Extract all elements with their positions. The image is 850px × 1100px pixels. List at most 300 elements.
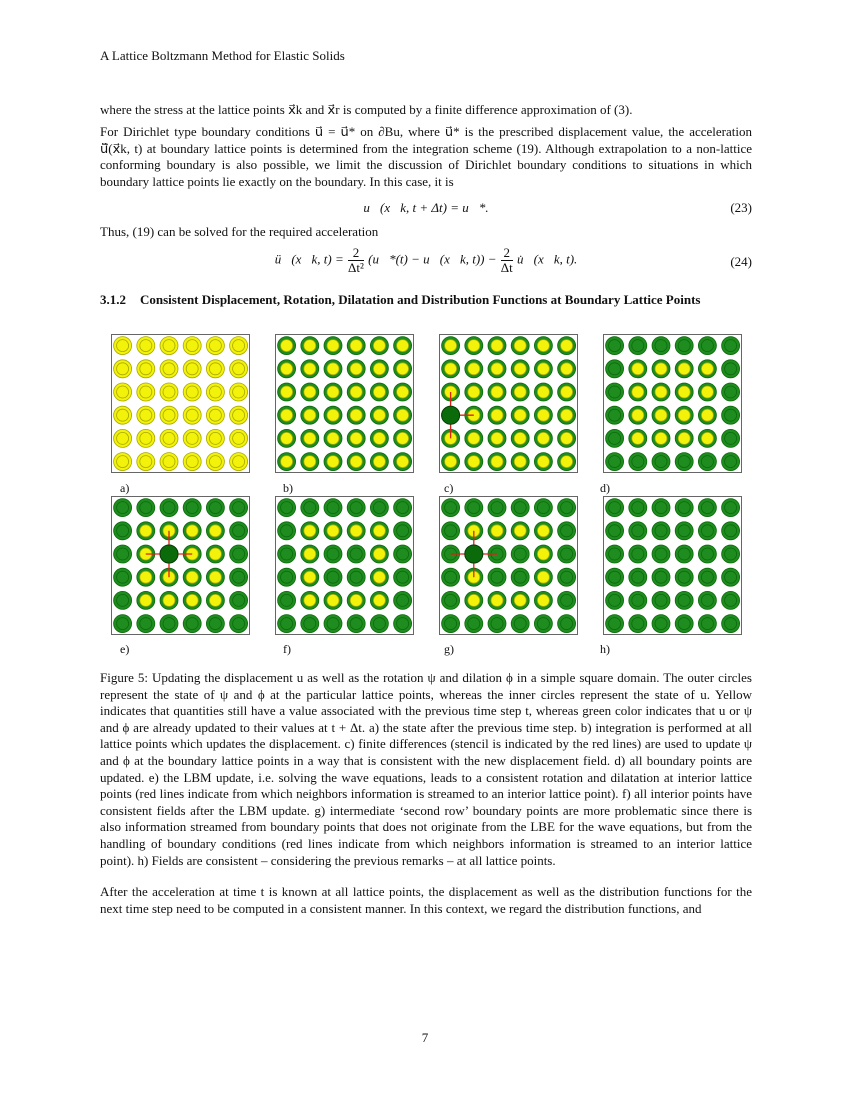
lattice-point-inner	[281, 618, 293, 630]
lattice-point-inner	[209, 432, 221, 444]
lattice-point-inner	[397, 571, 409, 583]
lattice-point-inner	[350, 386, 362, 398]
lattice-point-inner	[701, 386, 713, 398]
lattice-point-inner	[233, 363, 245, 375]
lattice-point-inner	[678, 340, 690, 352]
panel-e	[111, 496, 250, 635]
lattice-point-inner	[233, 548, 245, 560]
lattice-point-inner	[233, 594, 245, 606]
lattice-point-inner	[678, 409, 690, 421]
equation-24-fraction-1	[348, 246, 364, 275]
lattice-point-inner	[491, 456, 503, 468]
lattice-point-inner	[117, 502, 129, 514]
lattice-point-inner	[491, 525, 503, 537]
lattice-point-inner	[537, 409, 549, 421]
lattice-point-inner	[209, 386, 221, 398]
lattice-point-inner	[304, 525, 316, 537]
panel-frame	[440, 497, 578, 635]
lattice-point-inner	[561, 409, 573, 421]
lattice-point-inner	[350, 594, 362, 606]
lattice-point-inner	[725, 525, 737, 537]
lattice-point-inner	[163, 409, 175, 421]
lattice-point-inner	[117, 340, 129, 352]
panel-g	[439, 496, 578, 635]
figure-caption: Figure 5: Updating the displacement u as well as the rotation ψ and dilation ϕ in a simple square domain. The outer circles represent the state of ψ and ϕ at the particular lattice points, whereas the inner circles represent the state of u. Yellow indicates that quantities still have a value associated with the previous time step t, whereas green color indicates that u or ψ and ϕ are already updated to their values at t + Δt. a) the state after the previous time step. b) integration is performed at all lattice points which updates the displacement. c) finite differences (stencil is indicated by the red lines) are used to update ψ and ϕ at the boundary lattice points in a way that is consistent with the new displacement field. d) all boundary points are updated. e) the LBM update, i.e. solving the wave equations, leads to a consistent rotation and dilatation at interior lattice points (red lines indicate from which neighbors information is streamed to an interior lattice point). f) all interior points have consistent fields after the LBM update. g) intermediate ‘second row’ boundary points are more problematic since there is also information streamed from boundary points that does not originate from the LBE for the wave equations, but from the handling of boundary conditions (red lines indicate from which neighbors information is streamed to an interior lattice point). h) Fields are consistent – considering the previous remarks – at all lattice points.	[100, 670, 752, 868]
lattice-point-inner	[632, 594, 644, 606]
lattice-point-inner	[140, 456, 152, 468]
lattice-point-inner	[140, 618, 152, 630]
equation-24	[100, 246, 752, 282]
lattice-point-inner	[327, 363, 339, 375]
lattice-point-inner	[350, 456, 362, 468]
lattice-point-inner	[725, 432, 737, 444]
lattice-point-inner	[701, 618, 713, 630]
lattice-point-inner	[491, 340, 503, 352]
lattice-point-inner	[514, 594, 526, 606]
lattice-point-inner	[373, 363, 385, 375]
lattice-point-inner	[117, 432, 129, 444]
lattice-point-inner	[725, 386, 737, 398]
lattice-point-inner	[304, 456, 316, 468]
lattice-point-inner	[445, 571, 457, 583]
lattice-point-inner	[327, 432, 339, 444]
lattice-point-inner	[186, 571, 198, 583]
lattice-point-inner	[655, 340, 667, 352]
lattice-point-inner	[397, 594, 409, 606]
lattice-point-inner	[725, 571, 737, 583]
lattice-point-inner	[632, 571, 644, 583]
lattice-point-inner	[514, 363, 526, 375]
lattice-point-inner	[350, 432, 362, 444]
lattice-point-inner	[701, 502, 713, 514]
lattice-point-inner	[537, 525, 549, 537]
lattice-point-inner	[117, 456, 129, 468]
lattice-point-inner	[373, 594, 385, 606]
lattice-point-inner	[233, 386, 245, 398]
lattice-point-inner	[655, 386, 667, 398]
lattice-point-inner	[397, 618, 409, 630]
lattice-point-inner	[701, 525, 713, 537]
lattice-point-inner	[537, 548, 549, 560]
lattice-point-inner	[678, 618, 690, 630]
lattice-point-inner	[327, 502, 339, 514]
lattice-point-inner	[327, 409, 339, 421]
lattice-point-inner	[445, 363, 457, 375]
lattice-point-inner	[373, 548, 385, 560]
lattice-point-inner	[163, 386, 175, 398]
lattice-point-inner	[609, 363, 621, 375]
lattice-point-inner	[725, 409, 737, 421]
lattice-point-inner	[373, 409, 385, 421]
dirichlet-paragraph: For Dirichlet type boundary conditions u⃗ = u⃗* on ∂Bu, where u⃗* is the prescribed displacement value, the acceleration ü⃗(x⃗k, t) at boundary lattice points is determined from the integration scheme (19). Although extrapolation to a non-lattice conforming boundary is also possible, we limit the discussion of Dirichlet boundary conditions to situations in which boundary lattice points lie exactly on the boundary. In this case, it is	[100, 124, 752, 189]
panel-frame	[112, 335, 250, 473]
lattice-point-inner	[655, 618, 667, 630]
lattice-point-inner	[514, 618, 526, 630]
lattice-point-inner	[140, 594, 152, 606]
lattice-point-inner	[233, 571, 245, 583]
lattice-point-inner	[304, 618, 316, 630]
panel-frame	[604, 335, 742, 473]
lattice-point-inner	[701, 571, 713, 583]
lattice-point-inner	[327, 571, 339, 583]
lattice-point-inner	[609, 548, 621, 560]
lattice-point-inner	[491, 432, 503, 444]
lattice-point-inner	[632, 502, 644, 514]
panel-frame	[604, 497, 742, 635]
lattice-point-inner	[373, 432, 385, 444]
equation-23-body: u⃗(x⃗k, t + Δt) = u⃗*.	[363, 200, 489, 215]
lattice-point-inner	[491, 502, 503, 514]
lattice-point-inner	[655, 456, 667, 468]
panel-g-grid	[439, 496, 578, 635]
lattice-point-inner	[561, 363, 573, 375]
lattice-point-inner	[281, 386, 293, 398]
lattice-point-inner	[397, 456, 409, 468]
panel-frame	[276, 497, 414, 635]
lattice-point-inner	[163, 456, 175, 468]
lattice-point-inner	[117, 386, 129, 398]
lattice-point-inner	[233, 340, 245, 352]
panel-frame	[440, 335, 578, 473]
lattice-point-inner	[350, 548, 362, 560]
lattice-point-inner	[491, 409, 503, 421]
panel-f	[275, 496, 414, 635]
lattice-point-inner	[304, 340, 316, 352]
panel-e-grid	[111, 496, 250, 635]
lattice-point-inner	[304, 432, 316, 444]
panel-g-label: g)	[444, 642, 454, 656]
fraction-2-denominator: Δt	[500, 260, 513, 275]
lattice-point-inner	[632, 548, 644, 560]
lattice-point-inner	[373, 618, 385, 630]
lattice-point-inner	[281, 409, 293, 421]
lattice-point-inner	[163, 363, 175, 375]
lattice-point-inner	[117, 363, 129, 375]
lattice-point-inner	[725, 548, 737, 560]
panel-d-grid	[603, 334, 742, 473]
lattice-point-inner	[209, 525, 221, 537]
lattice-point-inner	[327, 594, 339, 606]
lattice-point-inner	[537, 618, 549, 630]
lattice-point-inner	[350, 340, 362, 352]
lattice-point-inner	[397, 548, 409, 560]
stencil-center-point	[442, 406, 460, 424]
lattice-point-inner	[281, 594, 293, 606]
lattice-point-inner	[609, 502, 621, 514]
lattice-point-inner	[186, 456, 198, 468]
lattice-point-inner	[725, 594, 737, 606]
lattice-point-inner	[445, 340, 457, 352]
stencil-center-point	[160, 545, 178, 563]
lattice-point-inner	[468, 432, 480, 444]
lattice-point-inner	[655, 548, 667, 560]
lattice-point-inner	[163, 594, 175, 606]
lattice-point-inner	[186, 525, 198, 537]
equation-24-body	[100, 246, 752, 275]
equation-24-fraction-2	[501, 246, 513, 275]
lattice-point-inner	[701, 456, 713, 468]
lattice-point-inner	[281, 548, 293, 560]
panel-h-grid	[603, 496, 742, 635]
lattice-point-inner	[632, 363, 644, 375]
lattice-point-inner	[397, 340, 409, 352]
lattice-point-inner	[632, 386, 644, 398]
lattice-point-inner	[537, 386, 549, 398]
panel-frame	[276, 335, 414, 473]
intro-paragraph: where the stress at the lattice points x⃗k and x⃗r is computed by a finite difference approximation of (3).	[100, 102, 633, 117]
lattice-point-inner	[350, 409, 362, 421]
lattice-point-inner	[632, 456, 644, 468]
lattice-point-inner	[701, 432, 713, 444]
lattice-point-inner	[561, 525, 573, 537]
lattice-point-inner	[373, 525, 385, 537]
lattice-point-inner	[678, 525, 690, 537]
lattice-point-inner	[609, 618, 621, 630]
lattice-point-inner	[117, 618, 129, 630]
lattice-point-inner	[725, 502, 737, 514]
lattice-point-inner	[117, 525, 129, 537]
lattice-point-inner	[468, 594, 480, 606]
lattice-point-inner	[373, 571, 385, 583]
lattice-point-inner	[537, 571, 549, 583]
lattice-point-inner	[281, 571, 293, 583]
lattice-point-inner	[655, 409, 667, 421]
lattice-point-inner	[609, 456, 621, 468]
lattice-point-inner	[117, 571, 129, 583]
lattice-point-inner	[655, 432, 667, 444]
lattice-point-inner	[632, 432, 644, 444]
lattice-point-inner	[491, 618, 503, 630]
equation-23-number: (23)	[730, 200, 752, 215]
lattice-point-inner	[140, 386, 152, 398]
lattice-point-inner	[678, 594, 690, 606]
lattice-point-inner	[561, 594, 573, 606]
lattice-point-inner	[514, 386, 526, 398]
lattice-point-inner	[491, 386, 503, 398]
lattice-point-inner	[281, 502, 293, 514]
lattice-point-inner	[678, 432, 690, 444]
lattice-point-inner	[725, 456, 737, 468]
lattice-point-inner	[186, 618, 198, 630]
lattice-point-inner	[140, 340, 152, 352]
lattice-point-inner	[491, 594, 503, 606]
lattice-point-inner	[514, 525, 526, 537]
panel-h-label: h)	[600, 642, 610, 656]
lattice-point-inner	[561, 340, 573, 352]
panel-c	[439, 334, 578, 473]
lattice-point-inner	[609, 525, 621, 537]
lattice-point-inner	[186, 594, 198, 606]
panel-frame	[112, 497, 250, 635]
lattice-point-inner	[445, 594, 457, 606]
panel-d	[603, 334, 742, 473]
lattice-point-inner	[609, 409, 621, 421]
lattice-point-inner	[445, 618, 457, 630]
lattice-point-inner	[514, 340, 526, 352]
lattice-point-inner	[327, 618, 339, 630]
panel-a-label: a)	[120, 481, 130, 495]
lattice-point-inner	[397, 432, 409, 444]
lattice-point-inner	[514, 432, 526, 444]
lattice-point-inner	[304, 594, 316, 606]
lattice-point-inner	[537, 432, 549, 444]
lattice-point-inner	[233, 502, 245, 514]
lattice-point-inner	[468, 363, 480, 375]
lattice-point-inner	[327, 340, 339, 352]
lattice-point-inner	[117, 548, 129, 560]
lattice-point-inner	[304, 363, 316, 375]
lattice-point-inner	[304, 502, 316, 514]
lattice-point-inner	[140, 502, 152, 514]
lattice-point-inner	[491, 571, 503, 583]
equation-24-tail: u̇⃗(x⃗k, t).	[517, 251, 578, 267]
lattice-point-inner	[561, 456, 573, 468]
lattice-point-inner	[701, 548, 713, 560]
lattice-point-inner	[678, 363, 690, 375]
lattice-point-inner	[350, 502, 362, 514]
closing-paragraph: After the acceleration at time t is known at all lattice points, the displacement as well as the distribution functions for the next time step need to be computed in a consistent manner. In this context, we regard the distribution functions, and	[100, 884, 752, 916]
lattice-point-inner	[373, 340, 385, 352]
lattice-point-inner	[537, 340, 549, 352]
lattice-point-inner	[397, 525, 409, 537]
lattice-point-inner	[186, 502, 198, 514]
section-number: 3.1.2	[100, 292, 126, 307]
thus-paragraph: Thus, (19) can be solved for the required acceleration	[100, 224, 379, 239]
running-header: A Lattice Boltzmann Method for Elastic Solids	[100, 48, 345, 63]
lattice-point-inner	[140, 525, 152, 537]
lattice-point-inner	[350, 618, 362, 630]
lattice-point-inner	[209, 594, 221, 606]
lattice-point-inner	[468, 386, 480, 398]
lattice-point-inner	[209, 456, 221, 468]
lattice-point-inner	[397, 409, 409, 421]
lattice-point-inner	[609, 340, 621, 352]
lattice-point-inner	[327, 386, 339, 398]
lattice-point-inner	[445, 525, 457, 537]
equation-24-number: (24)	[730, 254, 752, 269]
lattice-point-inner	[350, 363, 362, 375]
lattice-point-inner	[281, 525, 293, 537]
lattice-point-inner	[327, 456, 339, 468]
lattice-point-inner	[304, 386, 316, 398]
lattice-point-inner	[373, 456, 385, 468]
panel-b	[275, 334, 414, 473]
lattice-point-inner	[468, 340, 480, 352]
lattice-point-inner	[655, 502, 667, 514]
lattice-point-inner	[655, 363, 667, 375]
lattice-point-inner	[140, 571, 152, 583]
panel-f-grid	[275, 496, 414, 635]
lattice-point-inner	[304, 571, 316, 583]
lattice-point-inner	[163, 432, 175, 444]
page-number: 7	[421, 1030, 429, 1045]
lattice-point-inner	[514, 502, 526, 514]
lattice-point-inner	[373, 502, 385, 514]
lattice-point-inner	[140, 409, 152, 421]
lattice-point-inner	[209, 618, 221, 630]
lattice-point-inner	[609, 386, 621, 398]
lattice-point-inner	[491, 363, 503, 375]
lattice-point-inner	[609, 571, 621, 583]
lattice-point-inner	[209, 548, 221, 560]
lattice-point-inner	[327, 525, 339, 537]
lattice-point-inner	[561, 571, 573, 583]
lattice-point-inner	[678, 456, 690, 468]
lattice-point-inner	[609, 432, 621, 444]
lattice-point-inner	[655, 571, 667, 583]
lattice-point-inner	[163, 502, 175, 514]
lattice-point-inner	[632, 618, 644, 630]
equation-24-mid: (u⃗*(t) − u⃗(x⃗k, t)) −	[368, 251, 497, 267]
lattice-point-inner	[514, 456, 526, 468]
lattice-point-inner	[701, 594, 713, 606]
lattice-point-inner	[186, 432, 198, 444]
stencil-center-point	[465, 545, 483, 563]
lattice-point-inner	[609, 594, 621, 606]
lattice-point-inner	[397, 386, 409, 398]
lattice-point-inner	[233, 409, 245, 421]
equation-24-lhs: ü⃗(x⃗k, t) =	[274, 251, 344, 267]
panel-e-label: e)	[120, 642, 130, 656]
lattice-point-inner	[140, 432, 152, 444]
lattice-point-inner	[304, 409, 316, 421]
lattice-point-inner	[678, 571, 690, 583]
lattice-point-inner	[281, 456, 293, 468]
lattice-point-inner	[233, 432, 245, 444]
lattice-point-inner	[701, 363, 713, 375]
panel-a-grid	[111, 334, 250, 473]
panel-b-label: b)	[283, 481, 293, 495]
fraction-2-numerator: 2	[501, 246, 513, 261]
lattice-point-inner	[678, 386, 690, 398]
lattice-point-inner	[233, 618, 245, 630]
lattice-point-inner	[117, 409, 129, 421]
lattice-point-inner	[350, 571, 362, 583]
lattice-point-inner	[397, 502, 409, 514]
lattice-point-inner	[632, 525, 644, 537]
panel-h	[603, 496, 742, 635]
lattice-point-inner	[117, 594, 129, 606]
panel-d-label: d)	[600, 481, 610, 495]
lattice-point-inner	[209, 571, 221, 583]
panel-b-grid	[275, 334, 414, 473]
lattice-point-inner	[209, 363, 221, 375]
panel-f-label: f)	[283, 642, 291, 656]
lattice-point-inner	[514, 548, 526, 560]
lattice-point-inner	[725, 363, 737, 375]
lattice-point-inner	[561, 386, 573, 398]
panel-c-label: c)	[444, 481, 454, 495]
lattice-point-inner	[514, 409, 526, 421]
lattice-point-inner	[701, 340, 713, 352]
lattice-point-inner	[304, 548, 316, 560]
fraction-1-denominator: Δt²	[348, 260, 364, 275]
lattice-point-inner	[445, 456, 457, 468]
lattice-point-inner	[678, 502, 690, 514]
lattice-point-inner	[163, 340, 175, 352]
lattice-point-inner	[209, 409, 221, 421]
lattice-point-inner	[281, 432, 293, 444]
lattice-point-inner	[163, 618, 175, 630]
lattice-point-inner	[233, 456, 245, 468]
lattice-point-inner	[281, 340, 293, 352]
lattice-point-inner	[655, 594, 667, 606]
lattice-point-inner	[725, 340, 737, 352]
lattice-point-inner	[327, 548, 339, 560]
fraction-1-numerator: 2	[348, 246, 364, 261]
lattice-point-inner	[468, 502, 480, 514]
lattice-point-inner	[186, 409, 198, 421]
